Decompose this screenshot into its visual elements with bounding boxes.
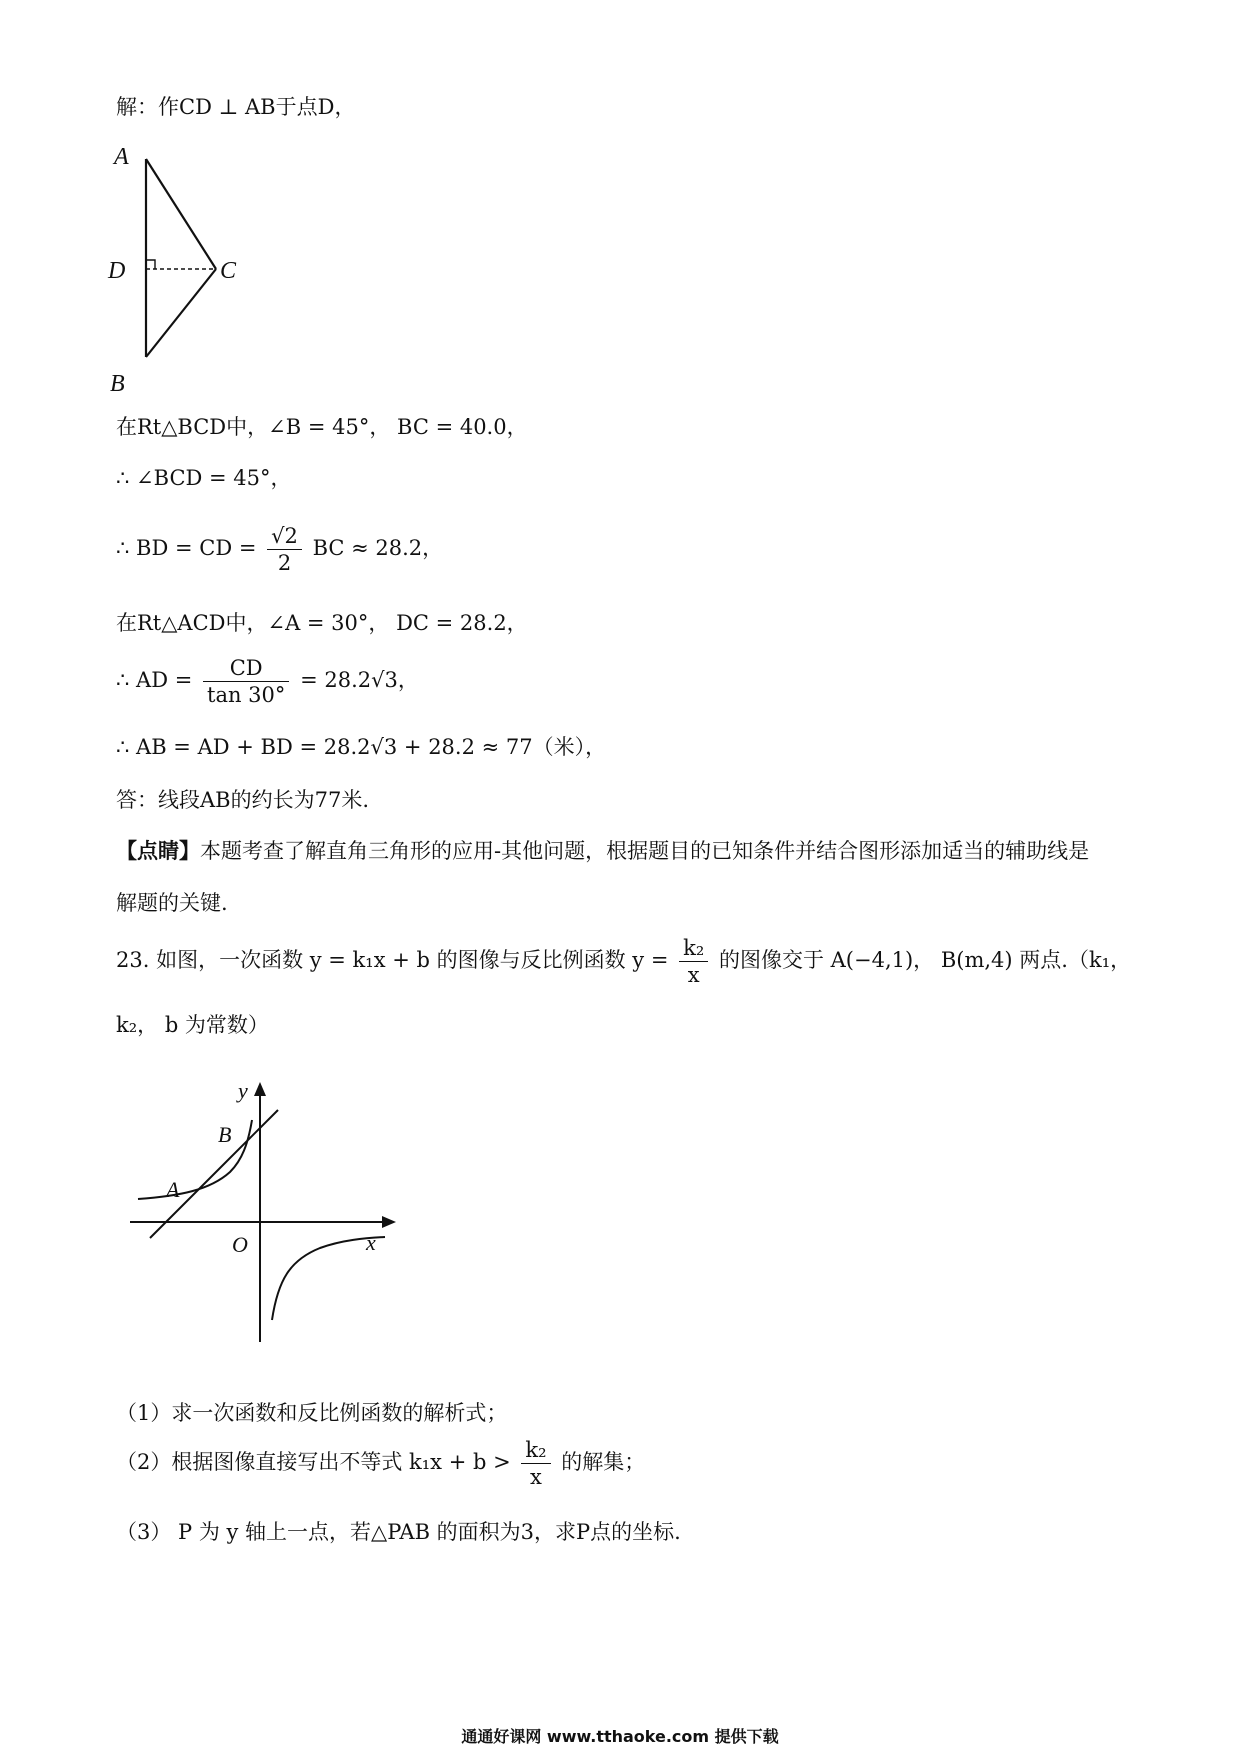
- comment-tag: 【点睛】: [116, 838, 200, 863]
- segment-ac: [146, 159, 216, 269]
- graph-label-y: y: [238, 1078, 248, 1103]
- question-part-2: [116, 1432, 645, 1492]
- graph-label-o: O: [232, 1232, 248, 1257]
- step3-numerator: √2: [267, 523, 302, 550]
- label-a: A: [114, 144, 129, 170]
- question-part-3: （3） P 为 y 轴上一点，若△PAB 的面积为3，求P点的坐标.: [116, 1520, 681, 1544]
- label-b: B: [110, 371, 125, 397]
- question-line-1: [116, 930, 1131, 990]
- part2-pre: （2）根据图像直接写出不等式 k₁x + b >: [116, 1450, 511, 1474]
- solution-step-6: ∴ AB = AD + BD = 28.2√3 + 28.2 ≈ 77（米），: [116, 735, 607, 759]
- solution-answer: 答：线段AB的约长为77米.: [116, 788, 369, 812]
- solution-step-1: 在Rt△BCD中，∠B = 45°， BC = 40.0，: [116, 415, 528, 439]
- step5-pre: ∴ AD =: [116, 668, 193, 692]
- y-axis-arrow: [254, 1082, 266, 1096]
- step5-post: = 28.2√3，: [300, 668, 419, 692]
- question-part-1: （1）求一次函数和反比例函数的解析式；: [116, 1401, 508, 1425]
- question-fraction: [679, 935, 708, 988]
- right-angle-mark: [146, 260, 155, 269]
- solution-intro: 解：作CD ⊥ AB于点D，: [116, 95, 356, 119]
- page-footer: 通通好课网 www.tthaoke.com 提供下载: [461, 1727, 779, 1746]
- triangle-figure: [110, 135, 270, 405]
- solution-step-3: [116, 518, 443, 578]
- part2-numerator: k₂: [521, 1437, 550, 1464]
- graph-label-a: A: [166, 1177, 180, 1202]
- hyperbola-branch-left: [138, 1120, 252, 1199]
- step3-post: BC ≈ 28.2，: [312, 536, 444, 560]
- function-graph: [120, 1080, 400, 1350]
- solution-step-2: ∴ ∠BCD = 45°，: [116, 466, 292, 490]
- part2-fraction: [521, 1437, 550, 1490]
- step5-denominator: tan 30°: [207, 683, 286, 707]
- graph-label-x: x: [366, 1230, 376, 1255]
- label-d: D: [108, 258, 126, 284]
- step5-fraction: [203, 655, 289, 708]
- label-c: C: [220, 258, 237, 284]
- step3-denominator: 2: [277, 551, 292, 575]
- solution-step-4: 在Rt△ACD中，∠A = 30°， DC = 28.2，: [116, 611, 528, 635]
- linear-function-line: [150, 1110, 278, 1238]
- segment-bc: [146, 269, 216, 357]
- graph-label-b: B: [218, 1122, 232, 1147]
- comment-line-2: 解题的关键.: [116, 891, 228, 915]
- step5-numerator: CD: [203, 655, 289, 682]
- solution-step-5: [116, 650, 419, 710]
- part2-denominator: x: [530, 1465, 542, 1489]
- comment-text-1: 本题考查了解直角三角形的应用-其他问题，根据题目的已知条件并结合图形添加适当的辅助线是: [200, 839, 1090, 863]
- step3-pre: ∴ BD = CD =: [116, 536, 257, 560]
- question-line-2: k₂， b 为常数）: [116, 1013, 269, 1037]
- question-numerator: k₂: [679, 935, 708, 962]
- question-line1-pre: 23. 如图，一次函数 y = k₁x + b 的图像与反比例函数 y =: [116, 948, 669, 972]
- question-line1-post: 的图像交于 A(−4,1)， B(m,4) 两点.（k₁，: [718, 948, 1132, 972]
- x-axis-arrow: [382, 1216, 396, 1228]
- question-denominator: x: [687, 963, 700, 987]
- comment-line-1: [116, 836, 1089, 866]
- step3-fraction: [267, 523, 302, 576]
- part2-post: 的解集；: [561, 1450, 646, 1474]
